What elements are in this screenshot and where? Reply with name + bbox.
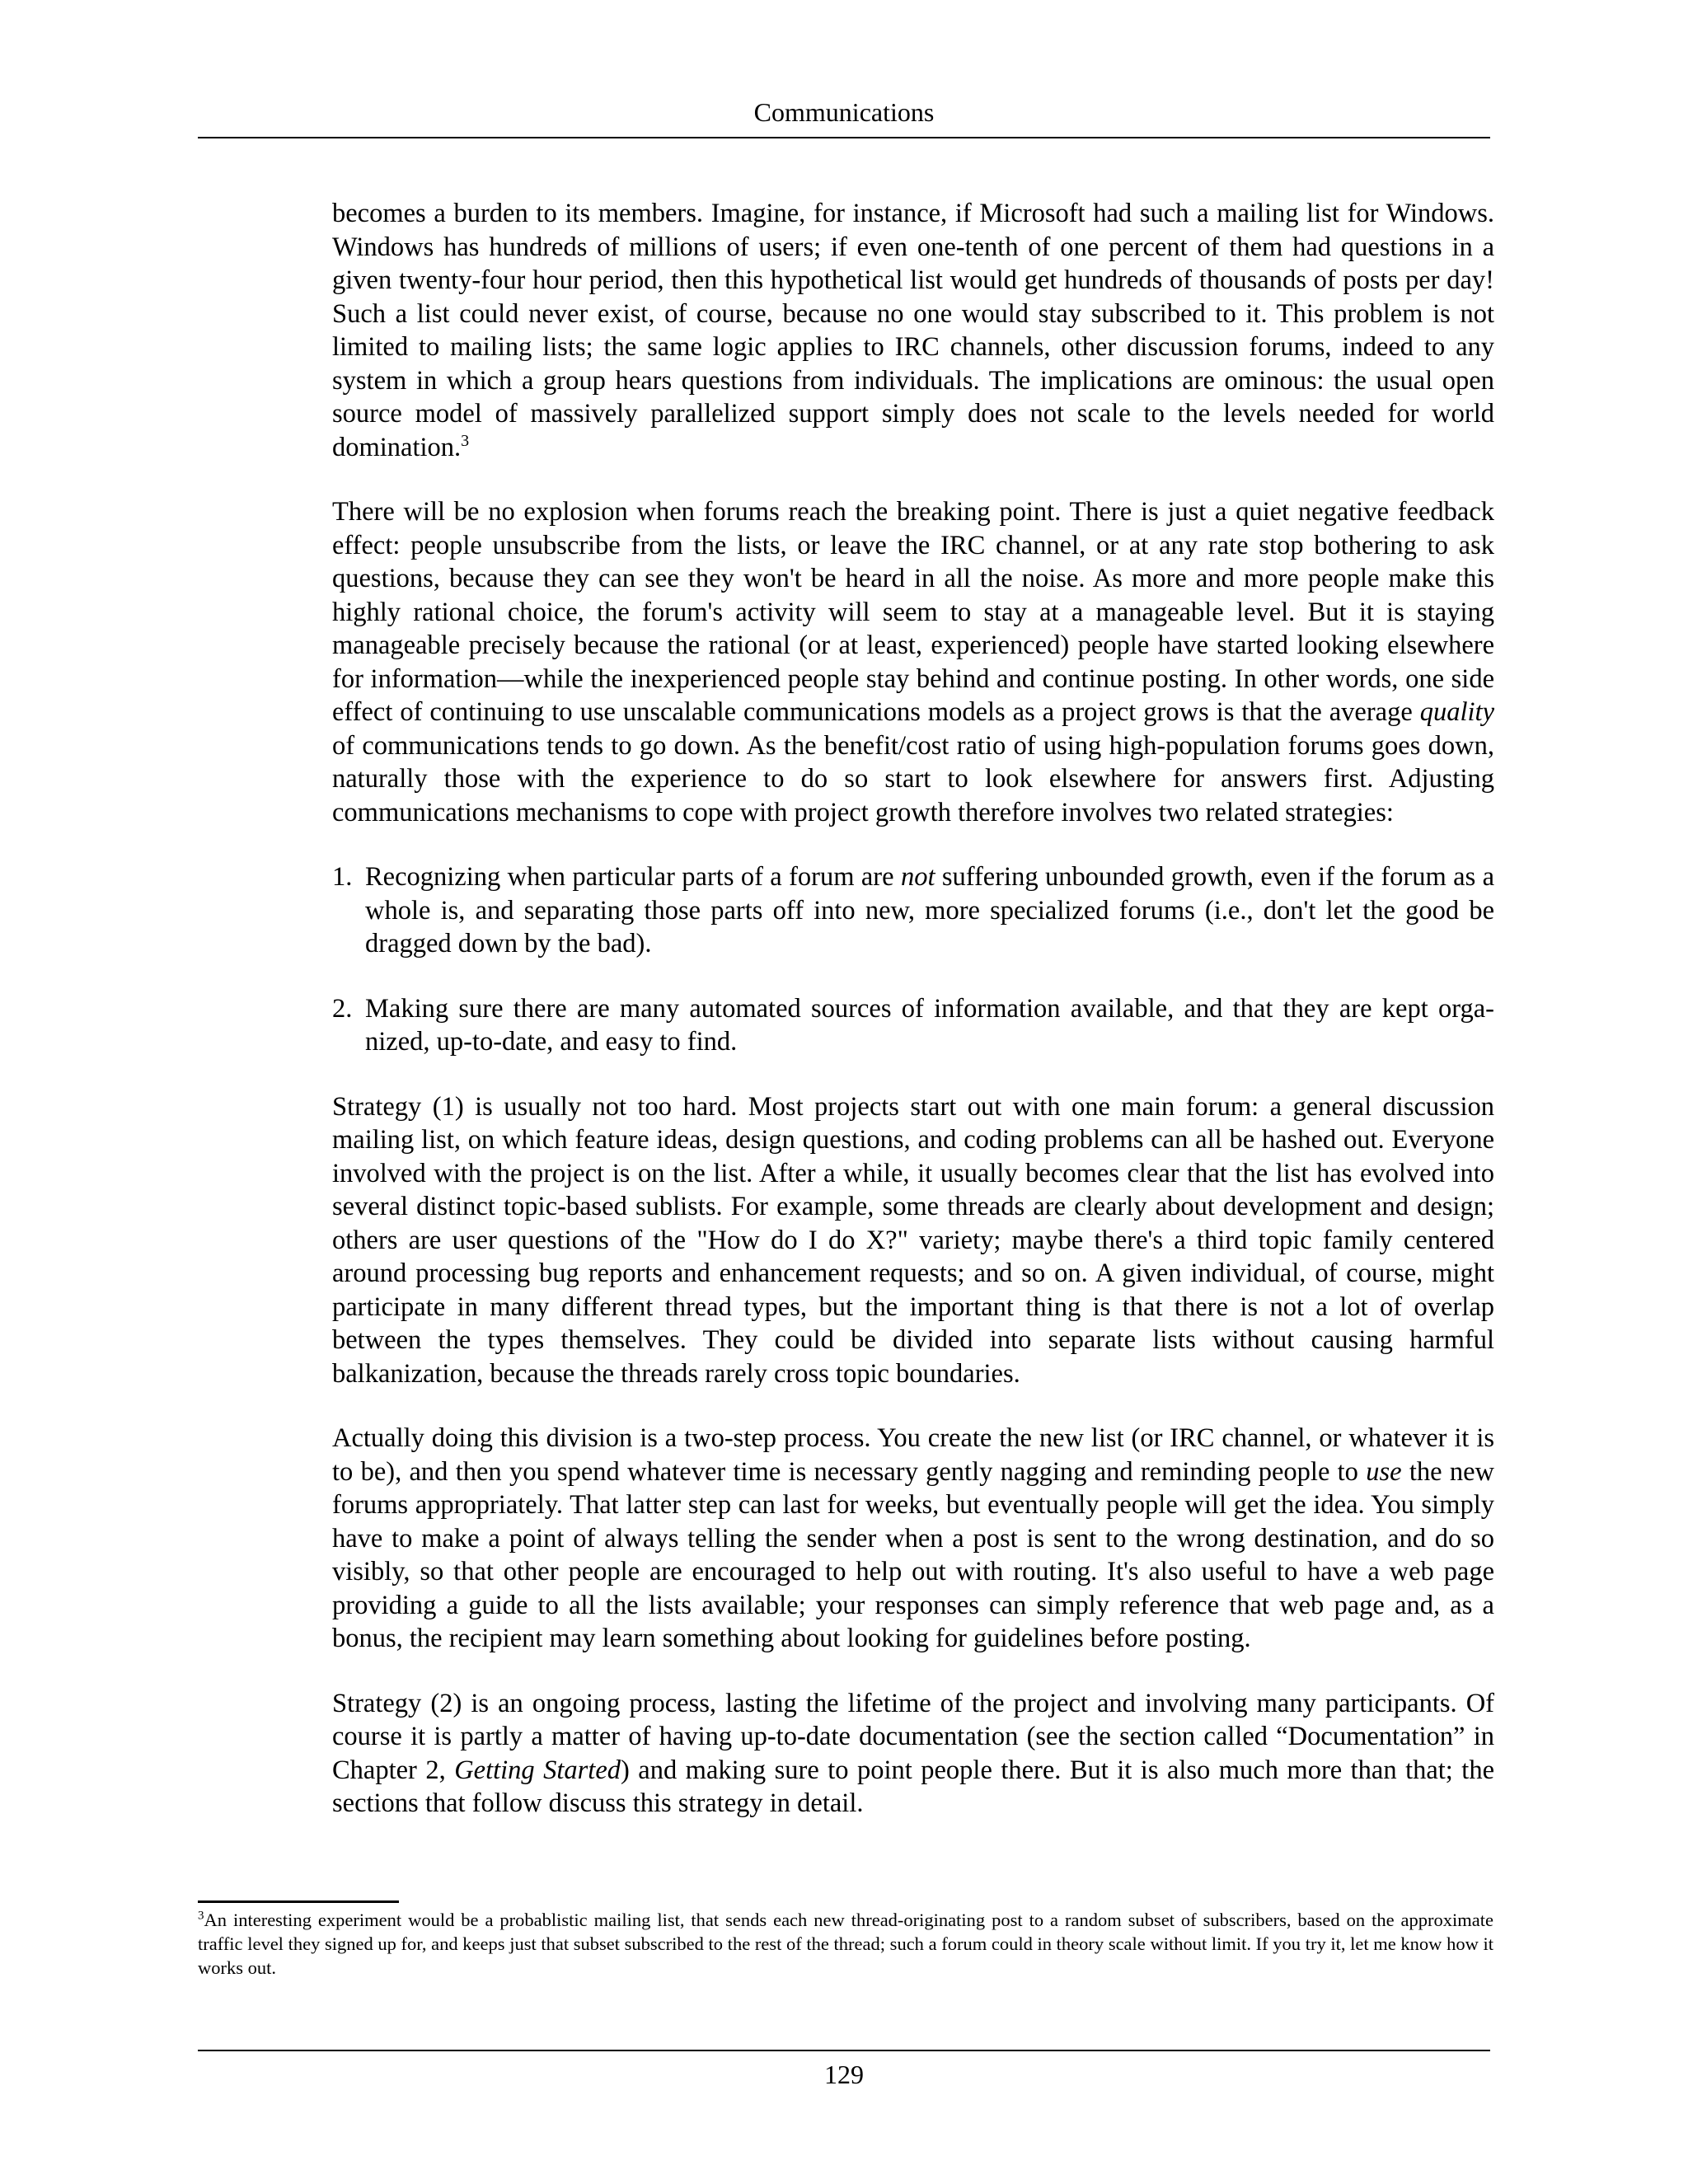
chapter-title-getting-started[interactable]: Getting Started xyxy=(454,1755,621,1785)
paragraph-4-text-end: the new forums appropriately. That latter step can last for weeks, but eventually people will get the idea. You simply have to make a point of always telling the sender when a post is sent to the wrong destination, and do so visibly, so that other people are encouraged to help out with routing. It's also useful to have a web page providing a guide to all the lists available; your responses can simply reference that web page and, as a bonus, the recipient may learn something about looking for guidelines before posting. xyxy=(332,1456,1494,1653)
footnote xyxy=(198,1908,1493,1980)
list-item-text: Making sure there are many automated sources of information available, and that they are kept organized, up-to-date, and easy to find. xyxy=(365,993,1494,1057)
footnote-rule xyxy=(198,1900,399,1903)
paragraph-2-text-start: There will be no explosion when forums reach the breaking point. There is just a quiet negative feedback effect: people unsubscribe from the lists, or leave the IRC channel, or at any rate stop bothering to ask questions, because they can see they won't be heard in all the noise. As more and more people make this highly rational choice, the forum's activity will seem to stay at a manageable level. But it is staying manageable precisely because the rational (or at least, experienced) people have started looking elsewhere for information—while the inexperienced people stay behind and continue posting. In other words, one side effect of continuing to use unscalable communications models as a project grows is that the average xyxy=(332,497,1494,727)
strategies-list xyxy=(332,860,1494,1059)
list-item-text-start: Recognizing when particular parts of a forum are xyxy=(365,862,901,892)
paragraph-1 xyxy=(332,197,1494,464)
paragraph-4 xyxy=(332,1422,1494,1656)
list-item-text-end: suffering unbounded growth, even if the forum as a whole is, and separating those parts off into new, more specialized forums (i.e., don't let the good be dragged down by the bad). xyxy=(365,862,1495,958)
paragraph-1-text: becomes a burden to its members. Imagine, for instance, if Microsoft had such a mailing list for Windows. Windows has hundreds of millions of users; if even one-tenth of one percent of them had questions in a given twenty-four hour period, then this hypothetical list would get hundreds of thousands of posts per day! Such a list could never exist, of course, because no one would stay subscribed to it. This problem is not limited to mailing lists; the same logic applies to IRC channels, other discussion forums, indeed to any system in which a group hears questions from individuals. The implications are ominous: the usual open source model of massively parallelized support simply does not scale to the levels needed for world domination. xyxy=(332,199,1494,462)
list-item-number: 2. xyxy=(332,993,353,1024)
paragraph-5-text-start: Strategy (2) is an ongoing process, lasting the lifetime of the project and involving many participants. Of course it is partly a matter of having up-to-date documentation (see the section called “Documentation” in Chapter 2, xyxy=(332,1688,1494,1785)
list-item xyxy=(332,992,1494,1059)
running-header: Communications xyxy=(753,97,935,127)
paragraph-4-text-start: Actually doing this division is a two-step process. You create the new list (or IRC channel, or whatever it is to be), and then you spend whatever time is necessary gently nagging and reminding people to xyxy=(332,1423,1494,1487)
emphasis-use: use xyxy=(1366,1456,1402,1487)
paragraph-2 xyxy=(332,495,1494,829)
main-text xyxy=(332,197,1494,1852)
emphasis-quality: quality xyxy=(1419,697,1494,727)
paragraph-2-text-end: of communications tends to go down. As the benefit/cost ratio of using high-population forums goes down, naturally those with the experience to do so start to look elsewhere for answers first. Adjusting communications mechanisms to cope with project growth therefore involves two related strategies: xyxy=(332,730,1494,827)
paragraph-3: Strategy (1) is usually not too hard. Most projects start out with one main forum: a general discussion mailing list, on which feature ideas, design questions, and coding problems can all be hashed out. Everyone involved with the project is on the list. After a while, it usually becomes clear that the list has evolved into several distinct topic-based sublists. For example, some threads are clearly about development and design; others are user questions of the "How do I do X?" variety; maybe there's a third topic family centered around processing bug reports and enhancement requests; and so on. A given individual, of course, might participate in many different thread types, but the important thing is that there is not a lot of overlap between the types themselves. They could be divided into separate lists without causing harmful balkanization, because the threads rarely cross topic boundaries. xyxy=(332,1091,1494,1389)
list-item-number: 1. xyxy=(332,862,353,892)
emphasis-not: not xyxy=(900,862,935,892)
footnote-reference[interactable]: 3 xyxy=(461,431,470,450)
header-rule xyxy=(198,137,1490,138)
footnote-mark: 3 xyxy=(198,1909,204,1923)
paragraph-5 xyxy=(332,1687,1494,1821)
list-item xyxy=(332,860,1494,961)
footer-rule xyxy=(198,2050,1490,2051)
paragraph-5-text-end: ) and making sure to point people there. But it is also much more than that; the sections that follow discuss this strategy in detail. xyxy=(332,1755,1494,1818)
page-number: 129 xyxy=(824,2060,864,2089)
footnote-text: An interesting experiment would be a probablistic mailing list, that sends each new thread-originating post to a random subset of subscribers, based on the approximate traffic level they signed up for, and keeps just that subset subscribed to the rest of the thread; such a forum could in theory scale without limit. If you try it, let me know how it works out. xyxy=(198,1910,1493,1978)
